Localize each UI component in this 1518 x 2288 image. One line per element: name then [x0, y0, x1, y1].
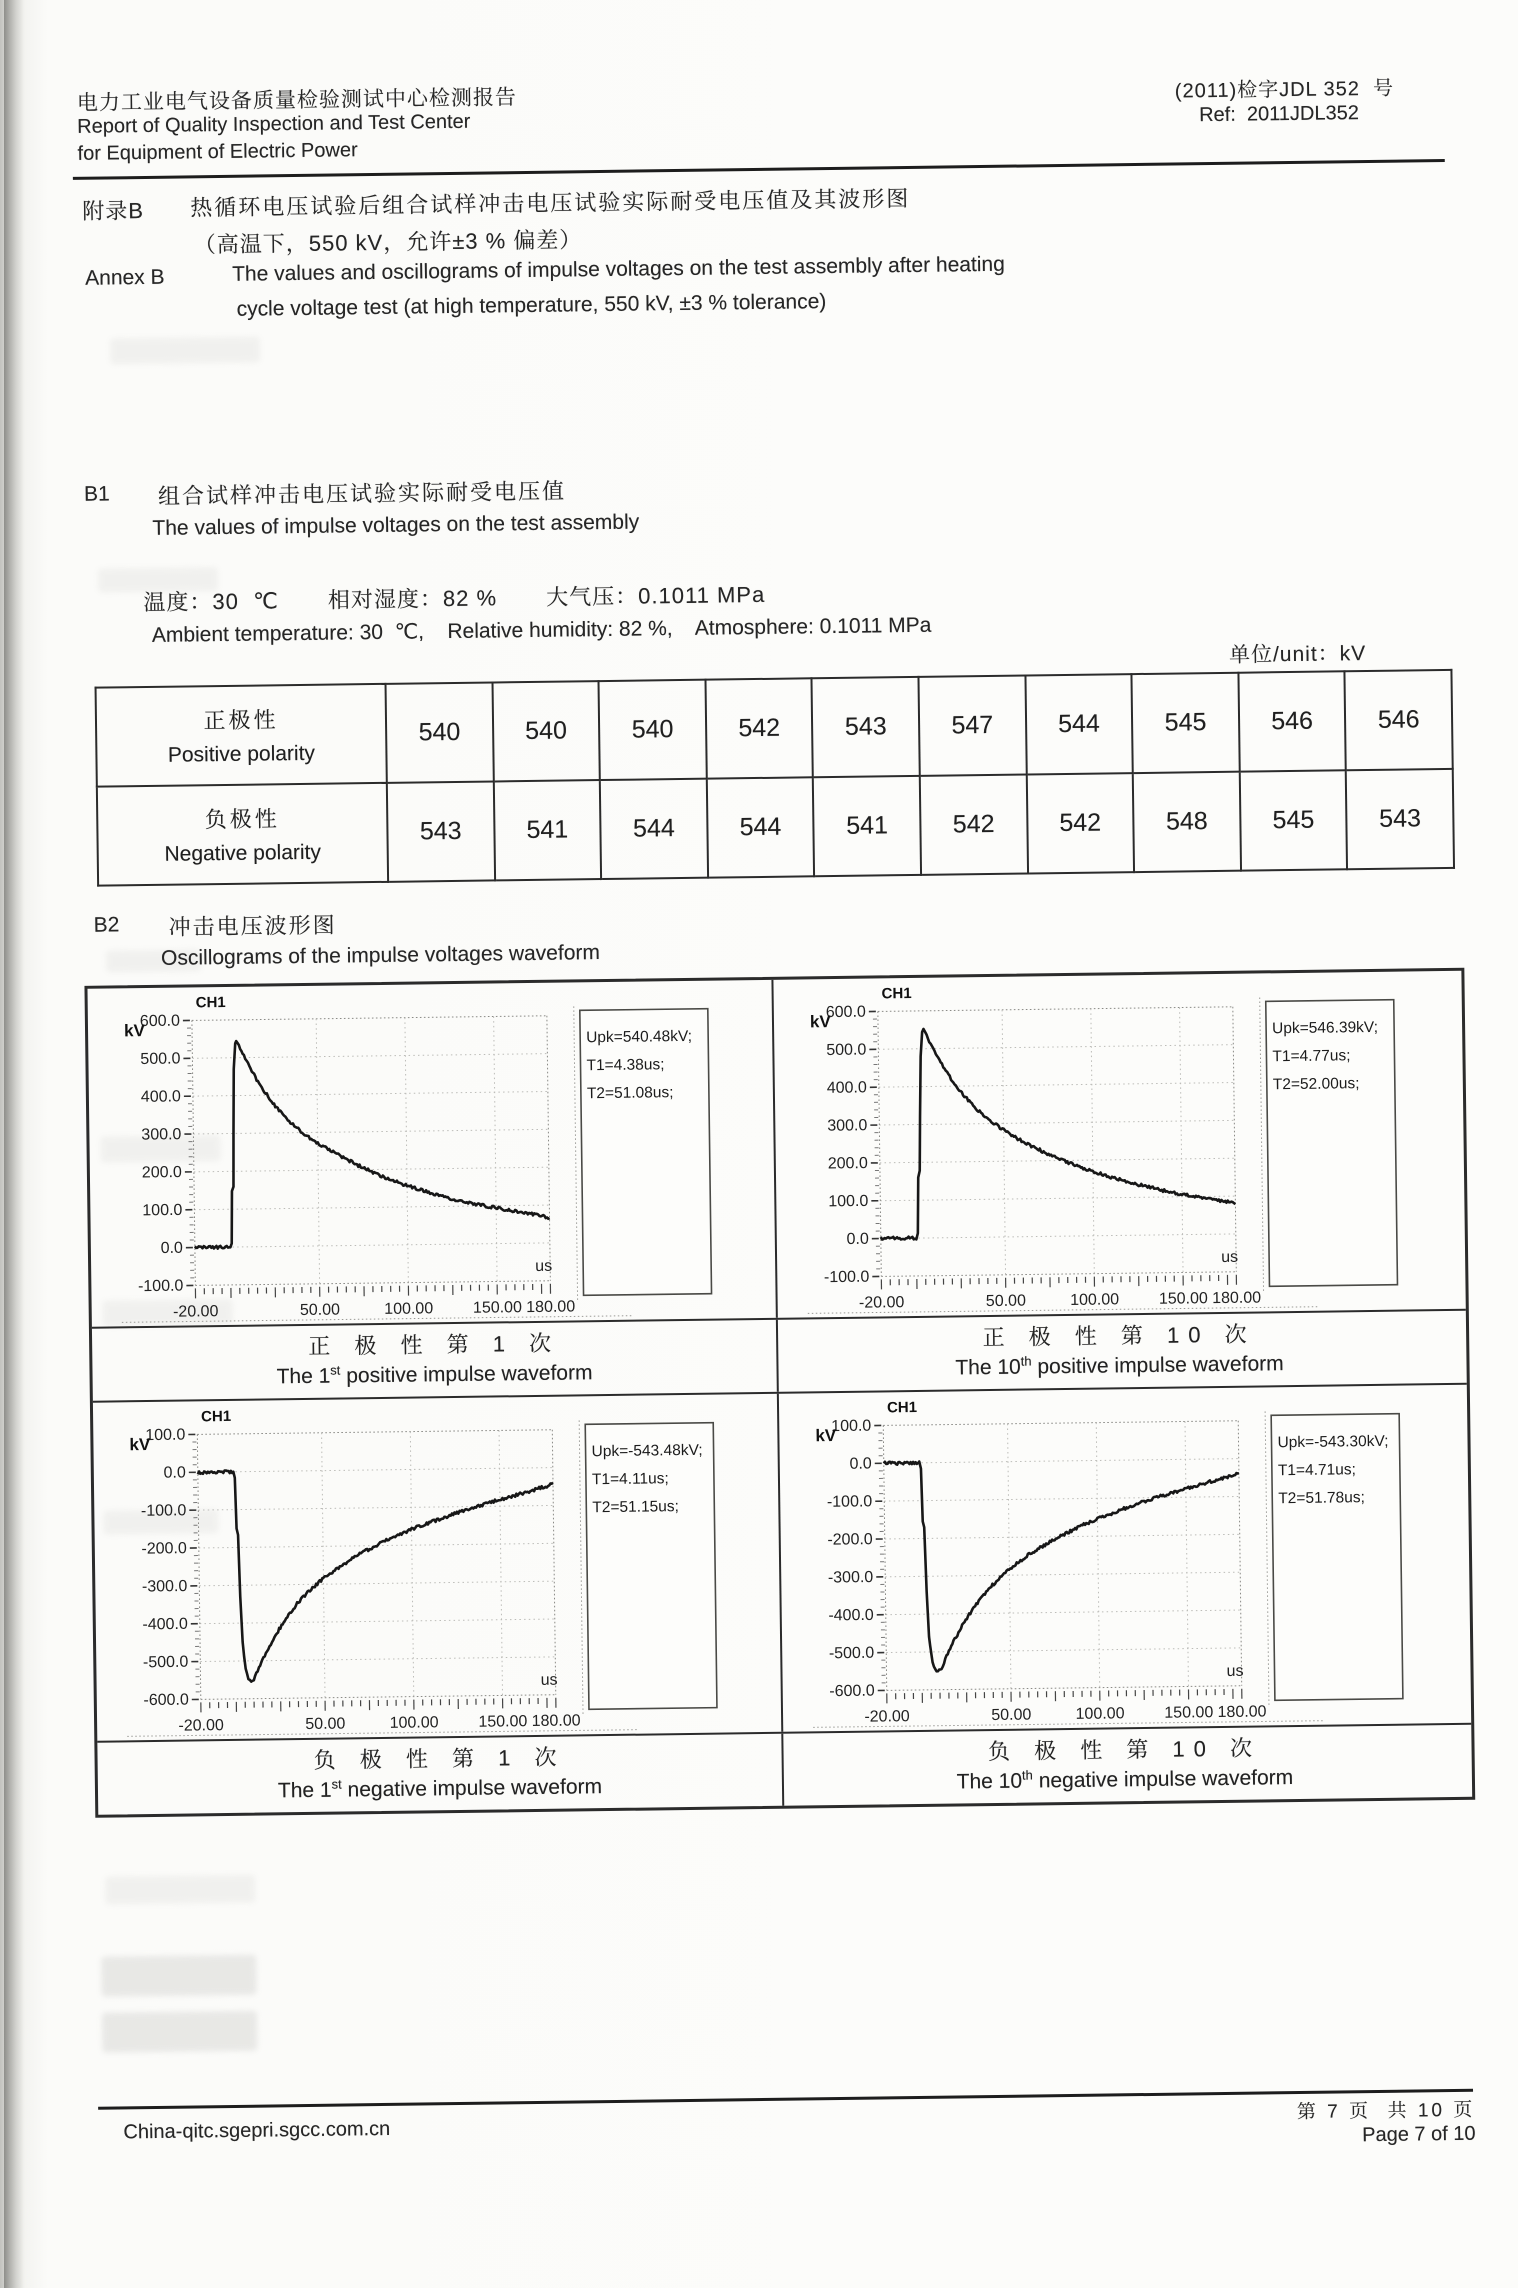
row-label-negative [97, 783, 388, 886]
measurement-legend-box [585, 1423, 717, 1710]
caption-en-rest: positive impulse waveform [340, 1361, 593, 1388]
y-tick-label: -200.0 [827, 1531, 873, 1549]
measurement-legend-line: Upk=540.48kV; [586, 1027, 693, 1047]
annex-title-en2: cycle voltage test (at high temperature, 550 kV, ±3 % tolerance) [236, 290, 827, 321]
y-tick-label: 200.0 [827, 1155, 868, 1173]
y-axis-unit: kV [815, 1426, 837, 1446]
channel-label: CH1 [886, 1398, 918, 1417]
bleed-through-ghost [110, 336, 260, 364]
oscillogram-plot [809, 1393, 1403, 1728]
x-tick-label: 100.00 [384, 1300, 434, 1318]
x-axis-unit: us [535, 1257, 553, 1275]
oscillogram-plot [118, 988, 712, 1323]
y-tick-label: -100.0 [137, 1277, 184, 1296]
x-tick-label: -20.00 [172, 1303, 219, 1321]
x-axis-unit: us [1226, 1662, 1244, 1680]
report-ref-en: Ref: 2011JDL352 [1199, 102, 1360, 127]
table-cell: 542 [705, 678, 813, 778]
y-axis-unit: kV [123, 1021, 145, 1041]
measurement-legend-line: T2=51.15us; [592, 1498, 680, 1517]
condition-pressure-cn: 大气压：0.1011 MPa [546, 581, 766, 610]
x-tick-label: -20.00 [178, 1717, 224, 1735]
measurement-legend-line: T2=52.00us; [1272, 1075, 1360, 1094]
org-title-cn: 电力工业电气设备质量检验测试中心检测报告 [76, 86, 518, 115]
caption-positive-10th [776, 1311, 1461, 1392]
section-b2-title-en: Oscillograms of the impulse voltages waveform [160, 941, 601, 970]
caption-cn: 正 极 性 第 10 次 [982, 1321, 1256, 1351]
x-tick-label: 50.00 [991, 1706, 1032, 1725]
annex-label-cn: 附录B [82, 197, 145, 224]
table-cell: 543 [387, 781, 495, 881]
caption-cn: 负 极 性 第 10 次 [987, 1735, 1262, 1765]
waveform-trace [192, 1037, 550, 1249]
caption-en-rest: positive impulse waveform [1031, 1352, 1284, 1379]
footer-page-cn: 第 7 页 共 10 页 [1296, 2099, 1476, 2124]
y-tick-label: 200.0 [141, 1164, 183, 1182]
bleed-through-ghost [102, 2011, 258, 2053]
x-tick-label: 150.00 [478, 1713, 528, 1731]
table-cell: 542 [920, 774, 1028, 874]
y-tick-label: -100.0 [826, 1493, 873, 1511]
x-tick-label: -20.00 [858, 1294, 905, 1312]
caption-en-prefix: The 10 [956, 1769, 1023, 1794]
y-tick-label: -500.0 [828, 1644, 875, 1663]
measurement-legend-line: T1=4.77us; [1272, 1047, 1351, 1066]
x-tick-label: 150.00 [472, 1299, 523, 1317]
x-tick-label: 50.00 [305, 1715, 346, 1734]
x-tick-label: 50.00 [985, 1292, 1027, 1311]
channel-label: CH1 [200, 1407, 232, 1426]
measurement-legend-box [1266, 1000, 1398, 1287]
oscillogram-negative-1st [93, 1394, 781, 1741]
table-cell: 542 [1026, 773, 1134, 873]
caption-negative-10th [781, 1725, 1466, 1806]
measurement-legend-line: Upk=546.39kV; [1272, 1018, 1379, 1038]
row-label-negative-en: Negative polarity [164, 840, 322, 866]
measurement-legend-line: Upk=-543.30kV; [1277, 1432, 1389, 1452]
row-label-positive-cn: 正极性 [203, 707, 279, 734]
y-tick-label: -600.0 [829, 1682, 875, 1701]
waveform-trace [198, 1466, 556, 1682]
x-tick-label: 50.00 [299, 1301, 341, 1320]
y-axis-unit: kV [129, 1435, 151, 1455]
y-tick-label: -300.0 [827, 1568, 874, 1587]
measurement-legend-box [1271, 1414, 1403, 1701]
y-tick-label: 100.0 [831, 1417, 872, 1436]
measurement-legend-line: T1=4.11us; [591, 1470, 669, 1489]
measurement-legend-line: T2=51.08us; [586, 1084, 674, 1103]
section-b1-title-en: The values of impulse voltages on the test assembly [152, 510, 640, 540]
y-tick-label: -400.0 [828, 1606, 874, 1625]
x-tick-label: -20.00 [864, 1708, 910, 1726]
table-cell: 546 [1345, 670, 1453, 770]
row-label-positive [96, 684, 387, 787]
channel-label: CH1 [881, 985, 912, 1003]
row-label-positive-en: Positive polarity [167, 741, 316, 767]
chart-cell-negative-1st [93, 1394, 781, 1741]
section-b1-title-cn: 组合试样冲击电压试验实际耐受电压值 [157, 478, 567, 509]
table-cell: 544 [1025, 674, 1133, 774]
caption-positive-1st [92, 1320, 777, 1401]
y-tick-label: 0.0 [849, 1455, 872, 1473]
y-tick-label: 400.0 [140, 1088, 182, 1106]
table-row-positive [96, 670, 1453, 787]
bleed-through-ghost [105, 1875, 255, 1905]
annex-title-cn1: 热循环电压试验后组合试样冲击电压试验实际耐受电压值及其波形图 [190, 185, 911, 221]
section-b2-label: B2 [93, 913, 120, 937]
y-tick-label: 100.0 [828, 1192, 869, 1211]
y-tick-label: 500.0 [140, 1050, 181, 1068]
y-tick-label: 600.0 [139, 1012, 181, 1031]
caption-en-prefix: The 1 [276, 1364, 331, 1389]
measurement-legend-line: T2=51.78us; [1278, 1489, 1365, 1508]
y-tick-label: -100.0 [823, 1268, 870, 1287]
caption-en-sup: st [331, 1776, 342, 1792]
table-cell: 545 [1132, 673, 1240, 773]
caption-en-sup: th [1020, 1353, 1032, 1369]
y-tick-label: -400.0 [142, 1615, 188, 1634]
y-tick-label: 300.0 [141, 1126, 182, 1144]
row-label-negative-cn: 负极性 [204, 806, 280, 833]
x-tick-label: 180.00 [1212, 1289, 1262, 1308]
org-title-en1: Report of Quality Inspection and Test Center [77, 110, 471, 138]
measurement-legend-line: T1=4.38us; [586, 1056, 665, 1075]
x-axis-unit: us [540, 1671, 558, 1689]
oscillogram-plot [804, 979, 1398, 1314]
waveform-trace [884, 1457, 1242, 1672]
table-cell: 547 [918, 675, 1026, 775]
table-cell: 543 [812, 677, 920, 777]
caption-cn: 负 极 性 第 1 次 [313, 1744, 566, 1773]
x-axis-unit: us [1221, 1248, 1239, 1266]
waveform-trace [878, 1025, 1236, 1240]
chart-row-1 [87, 971, 1465, 1327]
condition-humidity-cn: 相对湿度：82 % [327, 585, 498, 613]
y-tick-label: 0.0 [163, 1464, 186, 1482]
chart-cell-negative-10th [777, 1385, 1467, 1732]
oscillogram-positive-10th [773, 971, 1461, 1318]
table-row-negative [97, 769, 1454, 886]
table-cell: 543 [1346, 769, 1454, 869]
table-cell: 544 [600, 779, 708, 879]
section-b2-title-cn: 冲击电压波形图 [168, 912, 337, 940]
org-title-en2: for Equipment of Electric Power [77, 139, 358, 165]
chart-cell-positive-10th [771, 971, 1461, 1318]
unit-note: 单位/unit：kV [1228, 642, 1367, 667]
table-cell: 546 [1238, 671, 1346, 771]
caption-cn: 正 极 性 第 1 次 [308, 1330, 561, 1359]
oscillogram-negative-10th [779, 1385, 1467, 1732]
oscillogram-grid [84, 968, 1475, 1818]
footer-url: China-qitc.sgepri.sgcc.com.cn [123, 2117, 391, 2144]
y-tick-label: -500.0 [142, 1653, 189, 1672]
test-conditions-cn [143, 578, 765, 617]
caption-negative-1st [97, 1734, 782, 1815]
y-tick-label: -600.0 [143, 1691, 189, 1710]
y-tick-label: -200.0 [141, 1540, 187, 1558]
x-tick-label: 100.00 [1070, 1291, 1120, 1309]
x-tick-label: 150.00 [1164, 1704, 1214, 1722]
table-cell: 540 [599, 680, 707, 780]
y-tick-label: 0.0 [846, 1230, 869, 1249]
annex-title-cn2: （高温下，550 kV，允许±3 % 偏差） [193, 227, 583, 258]
section-b1-label: B1 [83, 482, 110, 506]
table-cell: 541 [813, 776, 921, 876]
annex-title-en1: The values and oscillograms of impulse voltages on the test assembly after heating [231, 252, 1005, 286]
x-tick-label: 100.00 [1075, 1705, 1125, 1723]
caption-en-prefix: The 1 [277, 1778, 332, 1803]
measurement-legend-box [580, 1009, 712, 1296]
caption-en-sup: st [330, 1362, 341, 1378]
x-tick-label: 150.00 [1158, 1290, 1208, 1308]
footer-page-en: Page 7 of 10 [1362, 2122, 1476, 2147]
annex-label-en: Annex B [85, 265, 165, 290]
caption-en-sup: th [1021, 1767, 1033, 1783]
table-cell: 541 [493, 780, 601, 880]
measurement-legend-line: T1=4.71us; [1277, 1461, 1356, 1480]
y-tick-label: 300.0 [827, 1117, 868, 1135]
condition-temperature-cn: 温度：30 ℃ [143, 588, 279, 616]
y-tick-label: 100.0 [142, 1201, 183, 1220]
y-tick-label: 0.0 [160, 1239, 184, 1258]
y-tick-label: -100.0 [140, 1502, 187, 1520]
x-tick-label: 180.00 [531, 1712, 581, 1731]
measurement-legend-line: Upk=-543.48kV; [591, 1441, 703, 1461]
y-tick-label: -300.0 [141, 1577, 188, 1596]
caption-en-prefix: The 10 [955, 1355, 1021, 1380]
x-tick-label: 180.00 [526, 1298, 576, 1317]
y-tick-label: 400.0 [826, 1079, 867, 1097]
y-axis-unit: kV [809, 1012, 831, 1032]
table-cell: 548 [1133, 772, 1241, 872]
impulse-values-table [95, 669, 1456, 887]
y-tick-label: 100.0 [145, 1426, 186, 1445]
oscillogram-plot [123, 1402, 717, 1737]
channel-label: CH1 [195, 993, 226, 1012]
caption-en-rest: negative impulse waveform [341, 1775, 603, 1802]
x-tick-label: 180.00 [1217, 1703, 1267, 1722]
table-cell: 540 [492, 681, 600, 781]
x-tick-label: 100.00 [389, 1714, 439, 1732]
test-conditions-en: Ambient temperature: 30 ℃, Relative humidity: 82 %, Atmosphere: 0.1011 MPa [151, 613, 932, 647]
report-ref-cn: (2011)检字JDL 352 号 [1174, 77, 1395, 103]
chart-row-2 [93, 1385, 1471, 1741]
chart-cell-positive-1st [87, 980, 775, 1327]
caption-en-rest: negative impulse waveform [1032, 1766, 1294, 1793]
y-tick-label: 500.0 [826, 1041, 867, 1059]
table-cell: 545 [1239, 770, 1347, 870]
table-cell: 544 [707, 777, 815, 877]
table-cell: 540 [386, 682, 494, 782]
y-tick-label: 600.0 [825, 1003, 866, 1022]
bleed-through-ghost [101, 1955, 257, 1997]
oscillogram-positive-1st [87, 980, 775, 1327]
